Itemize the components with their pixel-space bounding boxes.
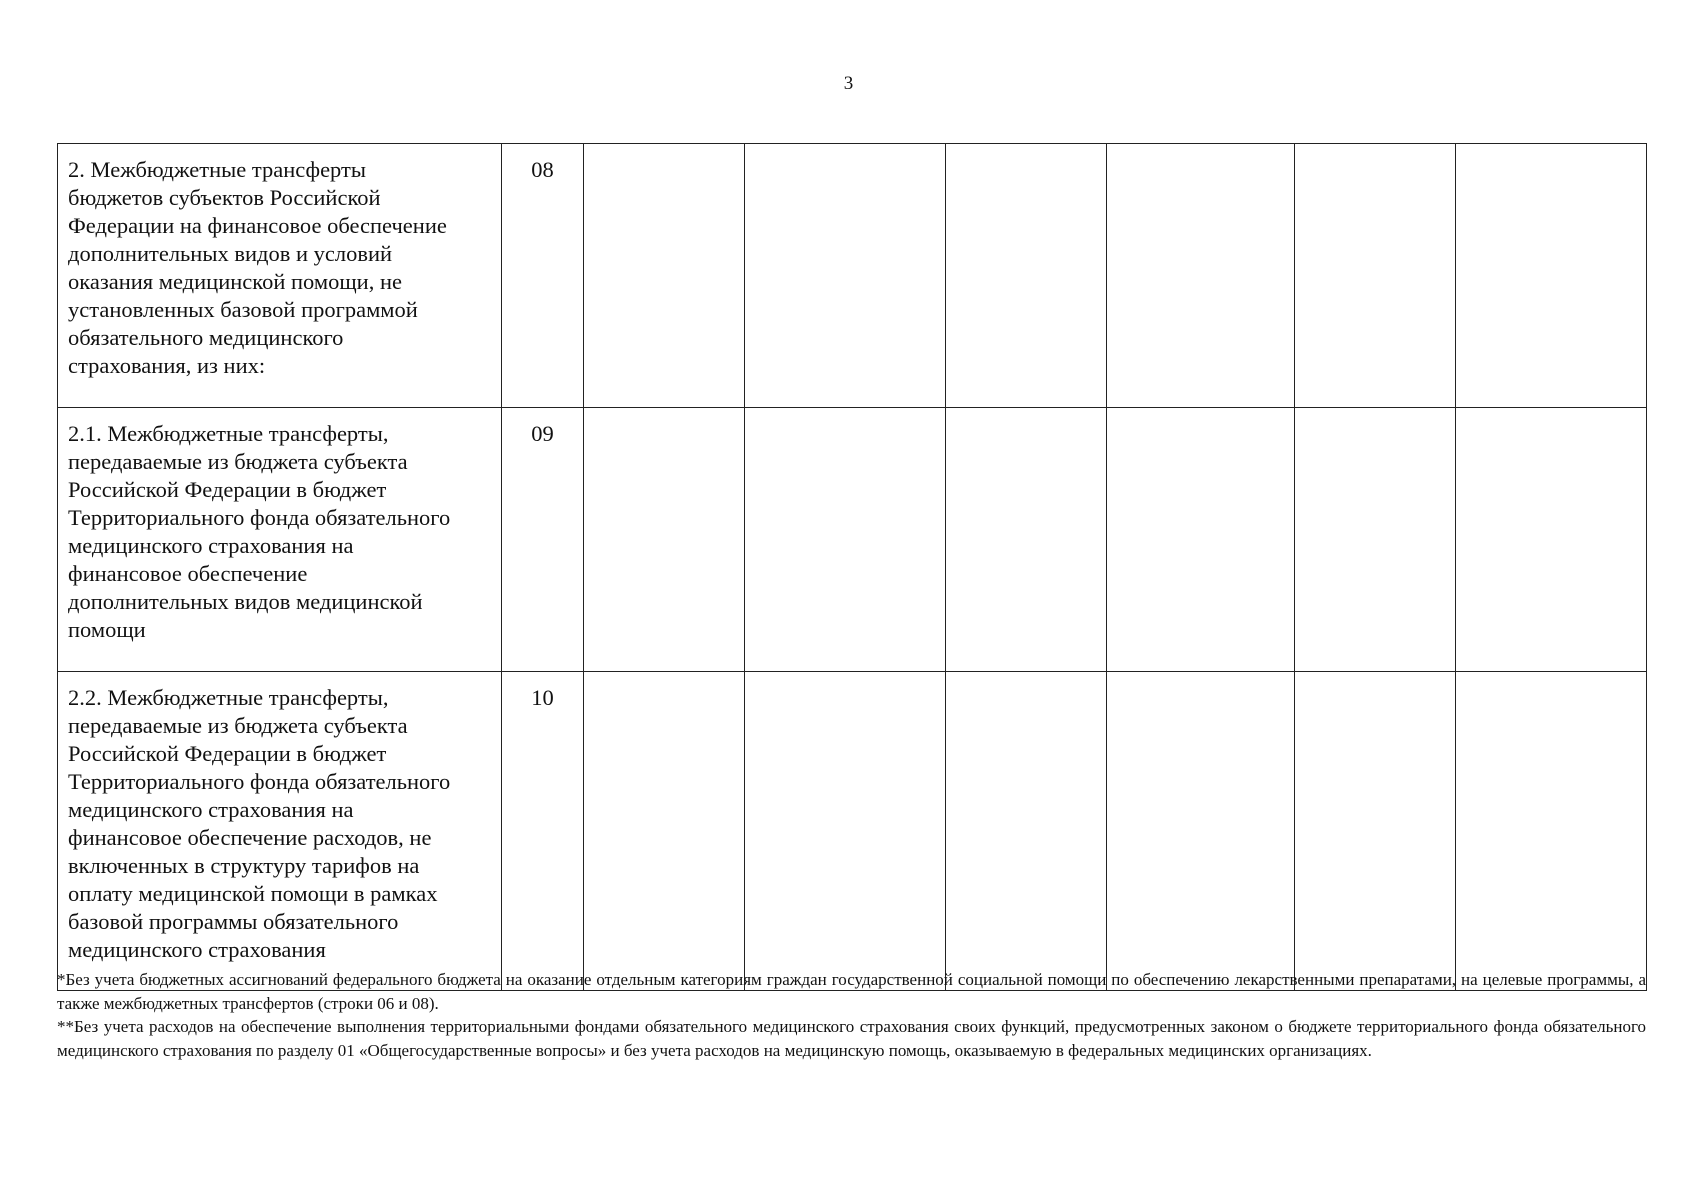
page-number: 3 bbox=[843, 73, 854, 94]
budget-table bbox=[57, 143, 1647, 991]
row-code-cell: 10 bbox=[502, 672, 584, 991]
value-cell bbox=[584, 144, 745, 408]
value-cell bbox=[745, 144, 946, 408]
value-cell bbox=[1295, 672, 1456, 991]
footnote-second: **Без учета расходов на обеспечение выполнения территориальными фондами обязательного медицинского страхования своих функций, предусмотренных законом о бюджете территориального фонда обязательного медицинского страхования по разделу 01 «Общегосударственные вопросы» и без учета расходов на медицинскую помощь, оказываемую в федеральных медицинских организациях. bbox=[57, 1017, 1646, 1060]
value-cell bbox=[946, 144, 1107, 408]
value-cell bbox=[1295, 144, 1456, 408]
footnote-first: *Без учета бюджетных ассигнований федерального бюджета на оказание отдельным категориям граждан государственной социальной помощи по обеспечению лекарственными препаратами, на целевые программы, а также межбюджетных трансфертов (строки 06 и 08). bbox=[57, 970, 1646, 1013]
value-cell bbox=[946, 408, 1107, 672]
footnotes bbox=[57, 968, 1646, 1062]
value-cell bbox=[745, 408, 946, 672]
value-cell bbox=[584, 672, 745, 991]
value-cell bbox=[1456, 144, 1647, 408]
value-cell bbox=[946, 672, 1107, 991]
table-row bbox=[58, 408, 1647, 672]
value-cell bbox=[1107, 408, 1295, 672]
row-code-cell: 09 bbox=[502, 408, 584, 672]
value-cell bbox=[1295, 408, 1456, 672]
table-row bbox=[58, 672, 1647, 991]
value-cell bbox=[584, 408, 745, 672]
row-label-cell: 2. Межбюджетные трансферты бюджетов субъектов Российской Федерации на финансовое обеспечение дополнительных видов и условий оказания медицинской помощи, не установленных базовой программой обязательного медицинского страхования, из них: bbox=[58, 144, 502, 408]
row-code-cell: 08 bbox=[502, 144, 584, 408]
value-cell bbox=[1107, 672, 1295, 991]
value-cell bbox=[1456, 672, 1647, 991]
value-cell bbox=[1456, 408, 1647, 672]
row-label-cell: 2.1. Межбюджетные трансферты, передаваемые из бюджета субъекта Российской Федерации в бюджет Территориального фонда обязательного медицинского страхования на финансовое обеспечение дополнительных видов медицинской помощи bbox=[58, 408, 502, 672]
value-cell bbox=[745, 672, 946, 991]
row-label-cell: 2.2. Межбюджетные трансферты, передаваемые из бюджета субъекта Российской Федерации в бюджет Территориального фонда обязательного медицинского страхования на финансовое обеспечение расходов, не включенных в структуру тарифов на оплату медицинской помощи в рамках базовой программы обязательного медицинского страхования bbox=[58, 672, 502, 991]
value-cell bbox=[1107, 144, 1295, 408]
table-row bbox=[58, 144, 1647, 408]
